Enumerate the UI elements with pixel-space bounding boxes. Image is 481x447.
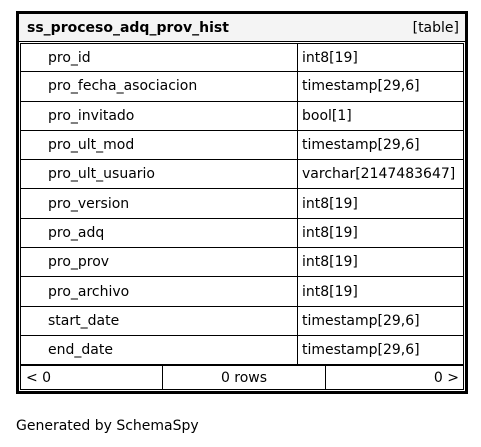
- column-name: pro_prov: [21, 248, 298, 276]
- column-type: int8[19]: [302, 195, 358, 212]
- column-type: int8[19]: [302, 224, 358, 241]
- column-type: timestamp[29,6]: [302, 137, 420, 154]
- column-type: int8[19]: [302, 283, 358, 300]
- table-footer: [20, 365, 464, 390]
- table-node: [16, 11, 468, 394]
- column-row: [20, 248, 464, 277]
- column-name: pro_invitado: [21, 102, 298, 130]
- column-type: int8[19]: [302, 254, 358, 271]
- column-type: bool[1]: [302, 107, 352, 124]
- column-row: [20, 189, 464, 218]
- column-list: [19, 42, 465, 365]
- column-name: start_date: [21, 307, 298, 335]
- column-row: [20, 219, 464, 248]
- column-row: [20, 72, 464, 101]
- column-row: [20, 336, 464, 365]
- child-count: 0 >: [433, 369, 459, 386]
- column-row: [20, 307, 464, 336]
- table-kind-label: [table]: [412, 19, 459, 36]
- column-row: [20, 43, 464, 72]
- column-name: end_date: [21, 336, 298, 364]
- column-name: pro_adq: [21, 219, 298, 247]
- column-name: pro_ult_usuario: [21, 160, 298, 188]
- column-name: pro_id: [21, 44, 298, 71]
- table-name: ss_proceso_adq_prov_hist: [27, 19, 229, 36]
- table-header: [19, 14, 465, 42]
- column-type: int8[19]: [302, 49, 358, 66]
- column-name: pro_version: [21, 189, 298, 217]
- column-row: [20, 131, 464, 160]
- generated-by-label: Generated by SchemaSpy: [16, 418, 199, 434]
- column-row: [20, 277, 464, 306]
- column-name: pro_fecha_asociacion: [21, 72, 298, 100]
- column-row: [20, 160, 464, 189]
- column-name: pro_ult_mod: [21, 131, 298, 159]
- column-name: pro_archivo: [21, 277, 298, 305]
- parent-count: < 0: [21, 366, 163, 389]
- column-type: timestamp[29,6]: [302, 78, 420, 95]
- column-row: [20, 102, 464, 131]
- column-type: varchar[2147483647]: [302, 166, 456, 183]
- column-type: timestamp[29,6]: [302, 342, 420, 359]
- column-type: timestamp[29,6]: [302, 312, 420, 329]
- row-count: 0 rows: [163, 366, 326, 389]
